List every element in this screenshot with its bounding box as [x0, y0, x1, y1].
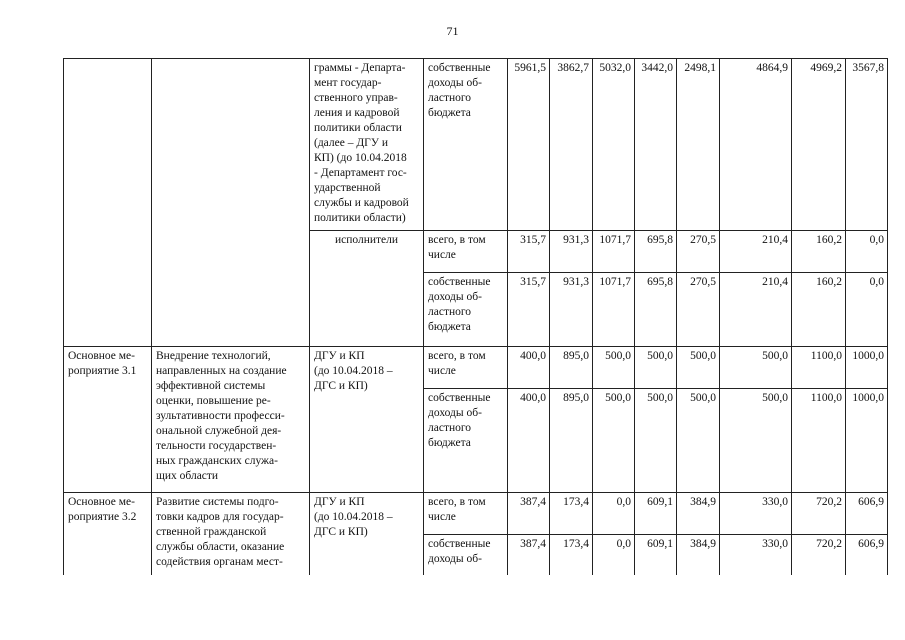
value-cell: 2498,1 [677, 59, 720, 231]
funding-source-cell: собственные доходы об- ластного бюджета [424, 389, 508, 493]
executor-cell: граммы - Департа- мент государ- ственного управ- ления и кадровой политики области (далее – ДГУ и КП) (до 10.04.2018 - Департамент гос- ударственной службы и кадровой политики области) [310, 59, 424, 231]
activity-cell [64, 59, 152, 347]
value-cell: 270,5 [677, 273, 720, 347]
page-number: 71 [446, 24, 459, 38]
value-cell: 173,4 [550, 493, 593, 535]
value-cell: 384,9 [677, 535, 720, 575]
value-cell: 210,4 [720, 273, 792, 347]
value-cell: 173,4 [550, 535, 593, 575]
executor-cell: ДГУ и КП (до 10.04.2018 – ДГС и КП) [310, 493, 424, 575]
value-cell: 0,0 [846, 273, 888, 347]
value-cell: 931,3 [550, 273, 593, 347]
value-cell: 330,0 [720, 535, 792, 575]
funding-source-cell: всего, в том числе [424, 231, 508, 273]
value-cell: 3567,8 [846, 59, 888, 231]
value-cell: 1100,0 [792, 389, 846, 493]
value-cell: 1000,0 [846, 347, 888, 389]
value-cell: 500,0 [677, 389, 720, 493]
value-cell: 315,7 [508, 273, 550, 347]
executor-cell: ДГУ и КП (до 10.04.2018 – ДГС и КП) [310, 347, 424, 493]
activity-cell: Основное ме- роприятие 3.1 [64, 347, 152, 493]
table-row [64, 59, 888, 231]
value-cell: 3862,7 [550, 59, 593, 231]
value-cell: 695,8 [635, 231, 677, 273]
value-cell: 606,9 [846, 535, 888, 575]
funding-source-cell: всего, в том числе [424, 493, 508, 535]
activity-cell: Основное ме- роприятие 3.2 [64, 493, 152, 575]
value-cell: 931,3 [550, 231, 593, 273]
value-cell: 0,0 [593, 535, 635, 575]
budget-table [63, 58, 888, 575]
activity-name-cell [152, 59, 310, 347]
value-cell: 895,0 [550, 347, 593, 389]
executor-cell: исполнители [310, 231, 424, 347]
value-cell: 500,0 [635, 389, 677, 493]
value-cell: 895,0 [550, 389, 593, 493]
value-cell: 606,9 [846, 493, 888, 535]
value-cell: 5961,5 [508, 59, 550, 231]
value-cell: 1071,7 [593, 231, 635, 273]
value-cell: 5032,0 [593, 59, 635, 231]
funding-source-cell: всего, в том числе [424, 347, 508, 389]
value-cell: 1071,7 [593, 273, 635, 347]
value-cell: 400,0 [508, 347, 550, 389]
value-cell: 387,4 [508, 535, 550, 575]
value-cell: 1100,0 [792, 347, 846, 389]
value-cell: 500,0 [635, 347, 677, 389]
value-cell: 0,0 [846, 231, 888, 273]
value-cell: 720,2 [792, 493, 846, 535]
value-cell: 500,0 [593, 347, 635, 389]
value-cell: 720,2 [792, 535, 846, 575]
value-cell: 500,0 [720, 347, 792, 389]
value-cell: 384,9 [677, 493, 720, 535]
value-cell: 160,2 [792, 273, 846, 347]
value-cell: 160,2 [792, 231, 846, 273]
value-cell: 315,7 [508, 231, 550, 273]
funding-source-cell: собственные доходы об- [424, 535, 508, 575]
value-cell: 609,1 [635, 535, 677, 575]
activity-name-cell: Внедрение технологий, направленных на создание эффективной системы оценки, повышение ре- зультативности професси- ональной служебной дея- тельности государствен- ных гражданских служа- щих области [152, 347, 310, 493]
value-cell: 500,0 [720, 389, 792, 493]
value-cell: 387,4 [508, 493, 550, 535]
value-cell: 0,0 [593, 493, 635, 535]
value-cell: 4864,9 [720, 59, 792, 231]
value-cell: 3442,0 [635, 59, 677, 231]
activity-name-cell: Развитие системы подго- товки кадров для государ- ственной гражданской службы области, оказание содействия органам мест- [152, 493, 310, 575]
table-row [64, 493, 888, 535]
funding-source-cell: собственные доходы об- ластного бюджета [424, 59, 508, 231]
table-row [64, 347, 888, 389]
value-cell: 270,5 [677, 231, 720, 273]
value-cell: 500,0 [593, 389, 635, 493]
value-cell: 1000,0 [846, 389, 888, 493]
value-cell: 330,0 [720, 493, 792, 535]
value-cell: 609,1 [635, 493, 677, 535]
value-cell: 4969,2 [792, 59, 846, 231]
value-cell: 695,8 [635, 273, 677, 347]
funding-source-cell: собственные доходы об- ластного бюджета [424, 273, 508, 347]
value-cell: 500,0 [677, 347, 720, 389]
value-cell: 210,4 [720, 231, 792, 273]
value-cell: 400,0 [508, 389, 550, 493]
